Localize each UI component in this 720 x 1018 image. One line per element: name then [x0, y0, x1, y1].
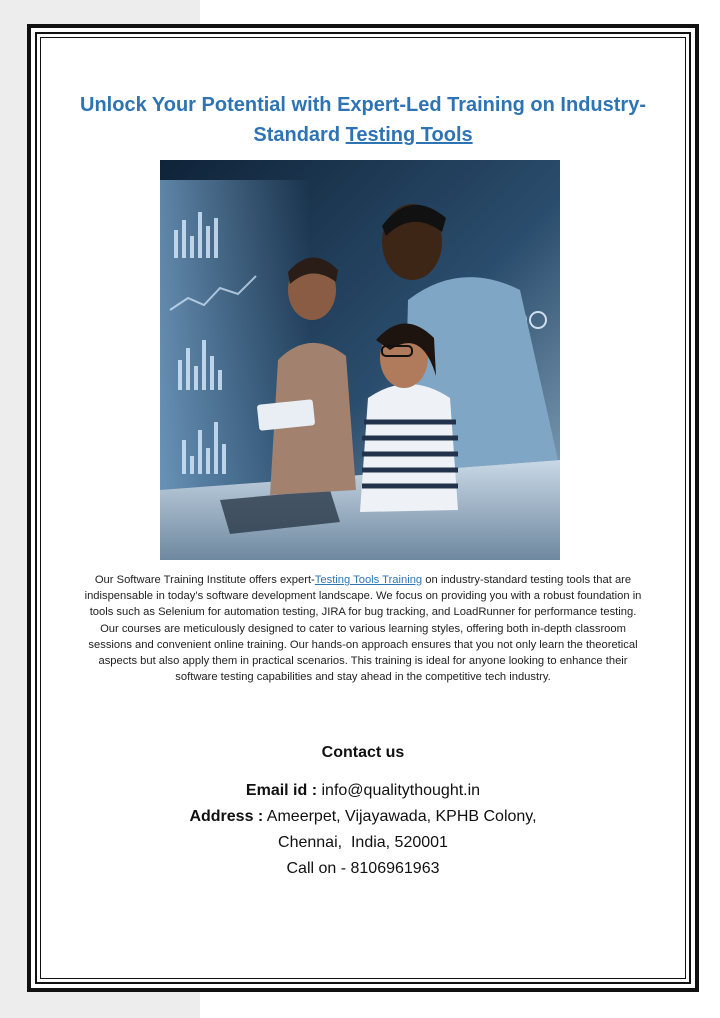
body-paragraph — [83, 572, 643, 685]
body-text-start: Our Software Training Institute offers expert- — [94, 574, 315, 586]
contact-block — [27, 778, 699, 882]
testing-tools-training-link[interactable]: Testing Tools Training — [314, 574, 423, 586]
document-page — [27, 24, 699, 992]
address-value-line1: Ameerpet, Vijayawada, KPHB Colony, — [266, 808, 537, 825]
address-label: Address : — [189, 808, 264, 825]
address-line — [27, 804, 699, 830]
phone-line[interactable]: Call on - 8106961963 — [286, 860, 440, 877]
contact-heading: Contact us — [321, 744, 405, 761]
email-line — [27, 778, 699, 804]
address-value-line2: Chennai, India, 520001 — [278, 834, 448, 851]
hero-photo — [160, 160, 560, 560]
body-text-rest: on industry-standard testing tools that are indispensable in today’s software development landscape. We focus on providing you with a robust foundation in tools such as Selenium for automation testing, JIRA for bug tracking, and LoadRunner for performance testing. Our courses are meticulously designed to cater to various learning styles, offering both in-depth classroom sessions and convenient online training. Our hands-on approach ensures that you not only learn the theoretical aspects but also apply them in practical scenarios. This training is ideal for anyone looking to enhance their software testing capabilities and stay ahead in the competitive tech industry. — [84, 574, 642, 684]
email-label: Email id : — [245, 782, 318, 799]
page-title — [67, 90, 659, 150]
testing-tools-link[interactable]: Testing Tools — [345, 124, 473, 146]
title-text: Unlock Your Potential with Expert-Led Training on Industry-Standard — [80, 94, 646, 146]
email-value[interactable]: info@qualitythought.in — [321, 782, 481, 799]
